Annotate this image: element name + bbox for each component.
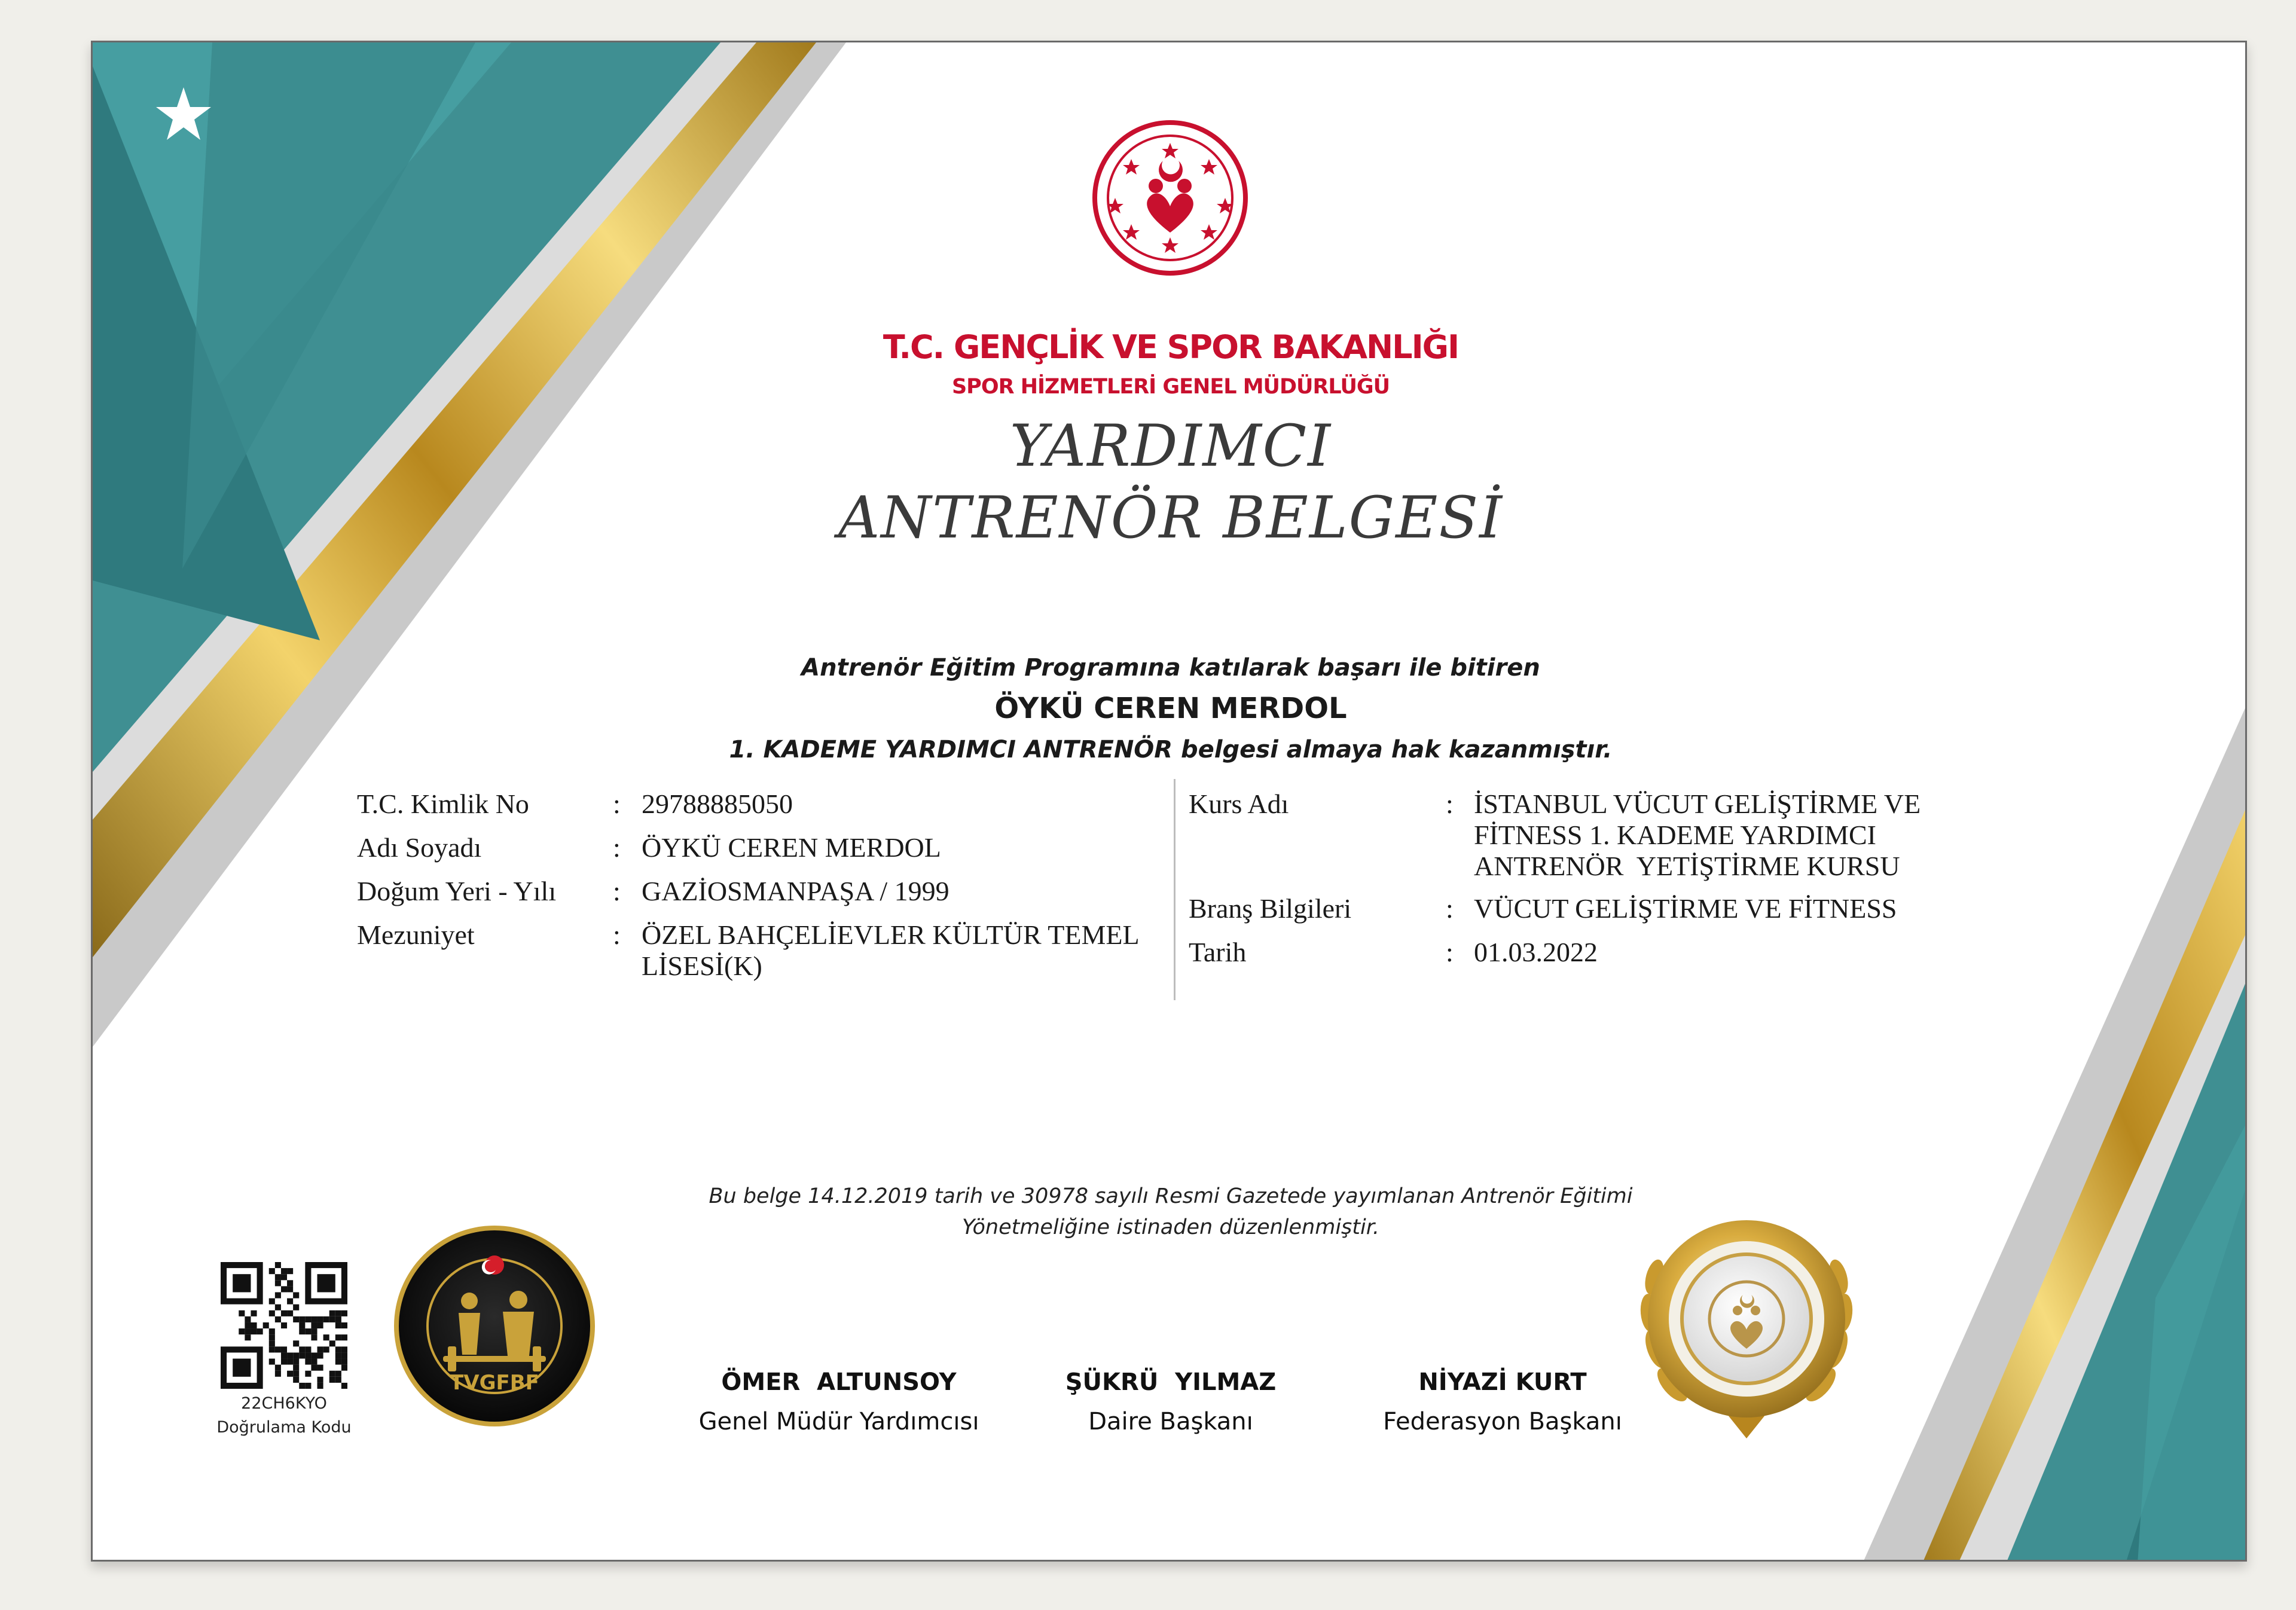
holder-name: ÖYKÜ CEREN MERDOL — [994, 692, 1347, 725]
detail-value-id: 29788885050 — [642, 789, 793, 819]
federation-seal-text: TVGFBF — [450, 1371, 539, 1395]
detail-colon: : — [613, 832, 621, 863]
detail-value-graduation-line2: LİSESİ(K) — [642, 951, 762, 981]
detail-label-birth: Doğum Yeri - Yılı — [357, 876, 557, 906]
qr-code-text: 22CH6KYO — [241, 1394, 327, 1413]
detail-label-course: Kurs Adı — [1189, 789, 1289, 819]
detail-colon: : — [1446, 937, 1454, 967]
signatory-name: NİYAZİ KURT — [1418, 1368, 1587, 1396]
detail-label-id: T.C. Kimlik No — [357, 789, 529, 819]
qr-code-icon — [221, 1262, 347, 1389]
qualification-line: 1. KADEME YARDIMCI ANTRENÖR belgesi almaya hak kazanmıştır. — [729, 736, 1613, 763]
legal-note-line2: Yönetmeliğine istinaden düzenlenmiştir. — [961, 1215, 1380, 1239]
qr-code-label: Doğrulama Kodu — [216, 1418, 352, 1437]
signatory-name: ŞÜKRÜ YILMAZ — [1065, 1368, 1277, 1396]
detail-value-course-line2: FİTNESS 1. KADEME YARDIMCI — [1474, 820, 1876, 850]
detail-label-name: Adı Soyadı — [357, 832, 482, 863]
detail-value-branch: VÜCUT GELİŞTİRME VE FİTNESS — [1474, 893, 1897, 924]
detail-colon: : — [613, 789, 621, 819]
detail-value-birth: GAZİOSMANPAŞA / 1999 — [642, 876, 949, 906]
legal-note-line1: Bu belge 14.12.2019 tarih ve 30978 sayılı Resmi Gazetede yayımlanan Antrenör Eğitimi — [709, 1184, 1633, 1208]
federation-seal-icon — [392, 1223, 598, 1429]
ministry-name: T.C. GENÇLİK VE SPOR BAKANLIĞI — [883, 328, 1459, 366]
signatory-name: ÖMER ALTUNSOY — [721, 1368, 957, 1396]
detail-colon: : — [1446, 789, 1454, 819]
certificate-title-line1: YARDIMCI — [1009, 413, 1332, 479]
detail-value-course-line3: ANTRENÖR YETİŞTİRME KURSU — [1474, 851, 1900, 881]
detail-value-course: İSTANBUL VÜCUT GELİŞTİRME VE — [1474, 789, 1921, 819]
ministry-emblem-icon — [1091, 119, 1249, 277]
detail-label-branch: Branş Bilgileri — [1189, 893, 1352, 924]
detail-value-graduation: ÖZEL BAHÇELİEVLER KÜLTÜR TEMEL — [642, 919, 1140, 950]
detail-value-name: ÖYKÜ CEREN MERDOL — [642, 832, 941, 863]
detail-colon: : — [613, 919, 621, 950]
detail-colon: : — [1446, 893, 1454, 924]
signatory-role: Federasyon Başkanı — [1383, 1408, 1622, 1435]
details-divider — [1174, 779, 1176, 1000]
gold-seal-icon — [1621, 1199, 1872, 1450]
certificate-page — [91, 41, 2247, 1562]
detail-value-date: 01.03.2022 — [1474, 937, 1598, 967]
detail-label-graduation: Mezuniyet — [357, 919, 475, 950]
detail-label-date: Tarih — [1189, 937, 1247, 967]
intro-line: Antrenör Eğitim Programına katılarak başarı ile bitiren — [801, 654, 1540, 682]
signatory-role: Genel Müdür Yardımcısı — [698, 1408, 979, 1435]
detail-colon: : — [613, 876, 621, 906]
certificate-title-line2: ANTRENÖR BELGESİ — [838, 484, 1504, 551]
signatory-role: Daire Başkanı — [1088, 1408, 1253, 1435]
ministry-department: SPOR HİZMETLERİ GENEL MÜDÜRLÜĞÜ — [951, 375, 1390, 399]
star-icon — [154, 84, 213, 144]
